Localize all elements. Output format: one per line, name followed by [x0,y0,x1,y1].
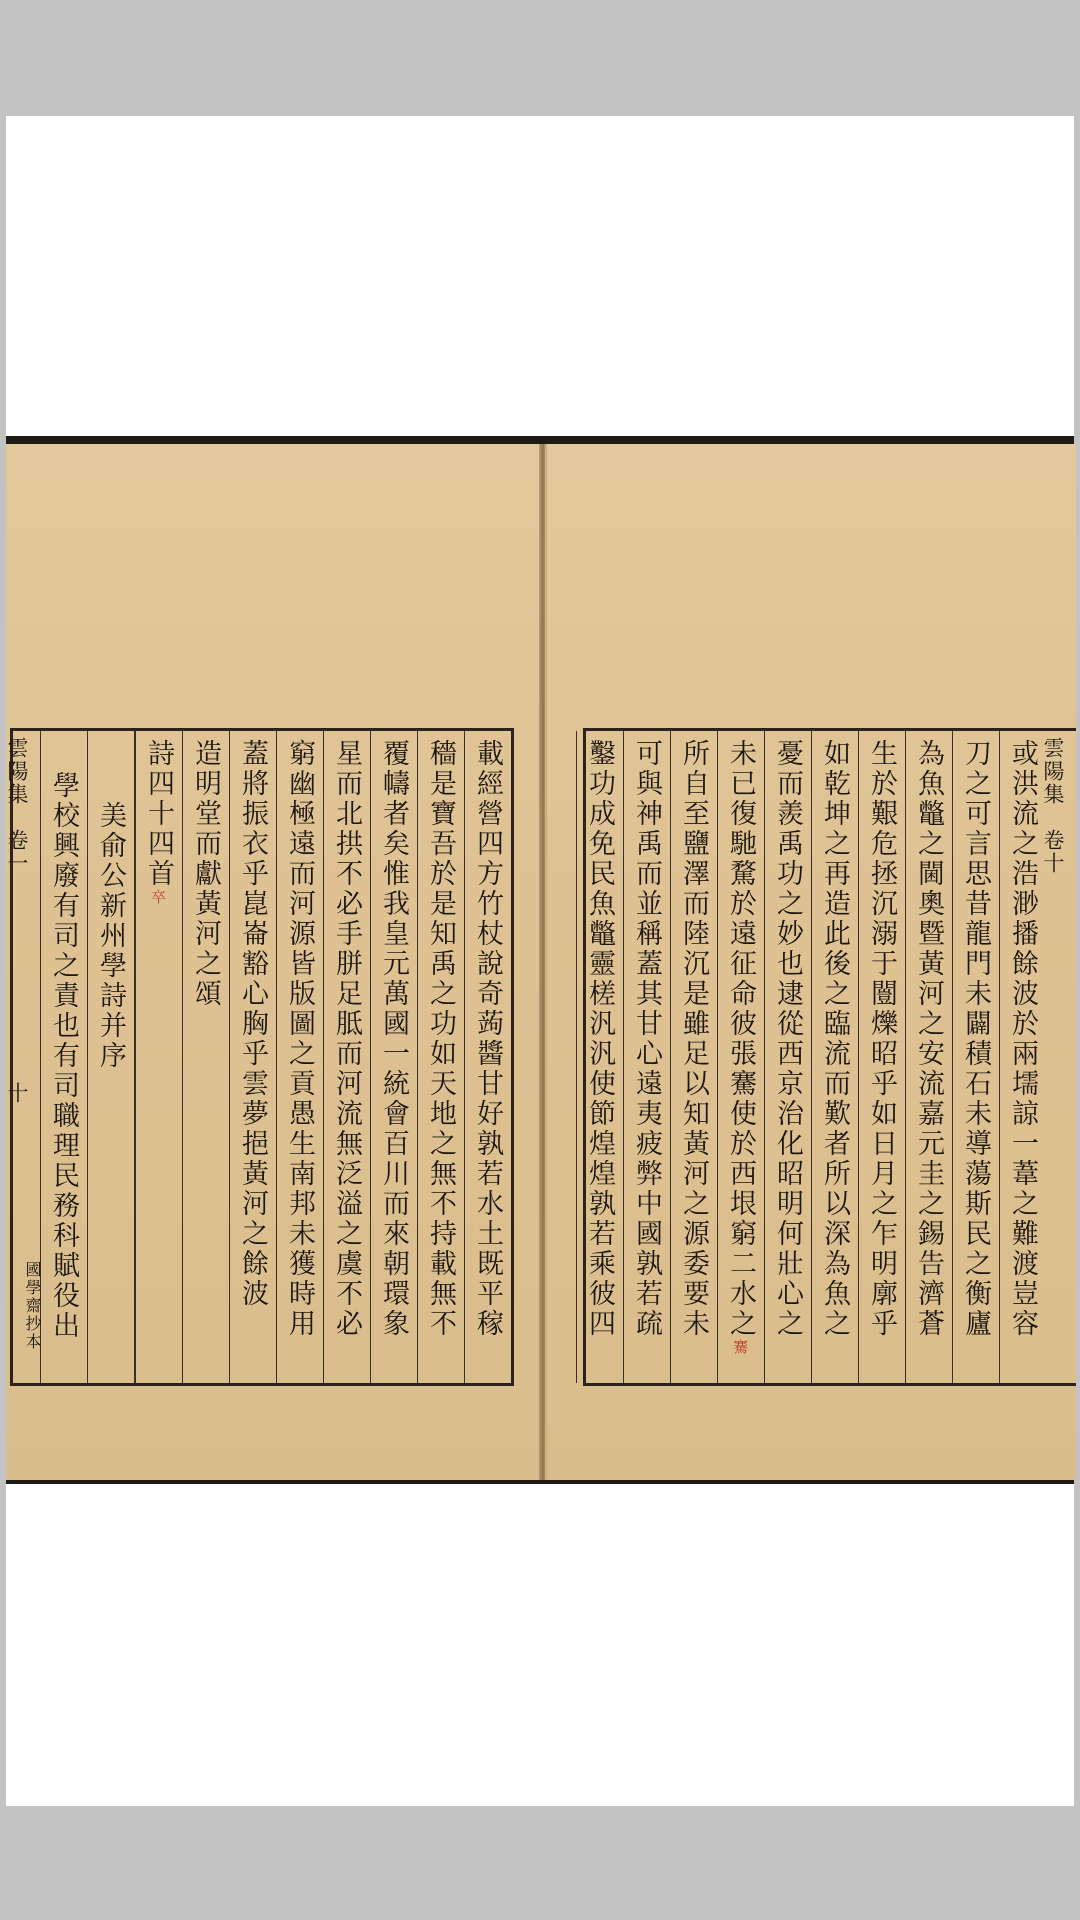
left-page [6,444,543,1480]
right-text-frame [583,728,1076,1386]
section-heading: 詩四十四首卒 [135,731,182,1383]
text-column: 學校興廢有司之責也有司職理民務科賦役出 [40,731,87,1383]
margin-leaf: 十 [5,1082,29,1105]
text-column: 穡是寶吾於是知禹之功如天地之無不持載無不 [417,731,464,1383]
right-page [545,444,1076,1480]
margin-title: 雲陽集 [1041,737,1065,806]
text-column: 所自至鹽澤而陸沉是雖足以知黃河之源委要未 [670,731,717,1383]
text-column: 蓋將振衣乎崑崙豁心胸乎雲夢挹黃河之餘波 [229,731,276,1383]
text-column: 覆幬者矣惟我皇元萬國一統會百川而來朝環象 [370,731,417,1383]
page-margin-column [0,731,40,1383]
text-column: 刀之可言思昔龍門未闢積石未導蕩斯民之衡廬 [952,731,999,1383]
page-margin-column [1041,731,1076,1383]
text-column: 鑿功成免民魚鼈靈槎汎汎使節煌煌孰若乘彼四 [576,731,623,1383]
imprint-label: 國學齋抄本 [23,1261,42,1351]
poem-title: 美俞公新州學詩并序 [87,731,134,1383]
left-text-frame [5,728,514,1386]
text-column: 載經營四方竹杖說奇蒟醬甘好孰若水土既平稼 [464,731,511,1383]
text-column: 憂而羨禹功之妙也逮從西京治化昭明何壯心之 [764,731,811,1383]
red-annotation: 卒 [149,889,167,907]
text-column: 為魚鼈之閫奧暨黃河之安流嘉元圭之錫告濟蒼 [905,731,952,1383]
red-annotation: 騫 [731,1339,749,1357]
margin-volume: 卷一 [5,829,29,875]
text-column: 生於艱危拯沉溺于闓爍昭乎如日月之乍明廓乎 [858,731,905,1383]
text-column: 星而北拱不必手胼足胝而河流無泛溢之虞不必 [323,731,370,1383]
text-column: 或洪流之浩渺播餘波於兩壖諒一葦之難渡豈容 [999,731,1046,1383]
margin-volume: 卷十 [1041,829,1065,875]
text-column: 如乾坤之再造此後之臨流而歎者所以深為魚之 [811,731,858,1383]
text-column: 未已復馳騖於遠征命彼張騫使於西垠窮二水之騫 [717,731,764,1383]
book-scan [6,436,1074,1484]
text-column: 可與神禹而並稱蓋其甘心遠夷疲弊中國孰若疏 [623,731,670,1383]
margin-title: 雲陽集 [5,737,29,806]
text-column: 窮幽極遠而河源皆版圖之貢愚生南邦未獲時用 [276,731,323,1383]
text-column: 造明堂而獻黃河之頌 [182,731,229,1383]
